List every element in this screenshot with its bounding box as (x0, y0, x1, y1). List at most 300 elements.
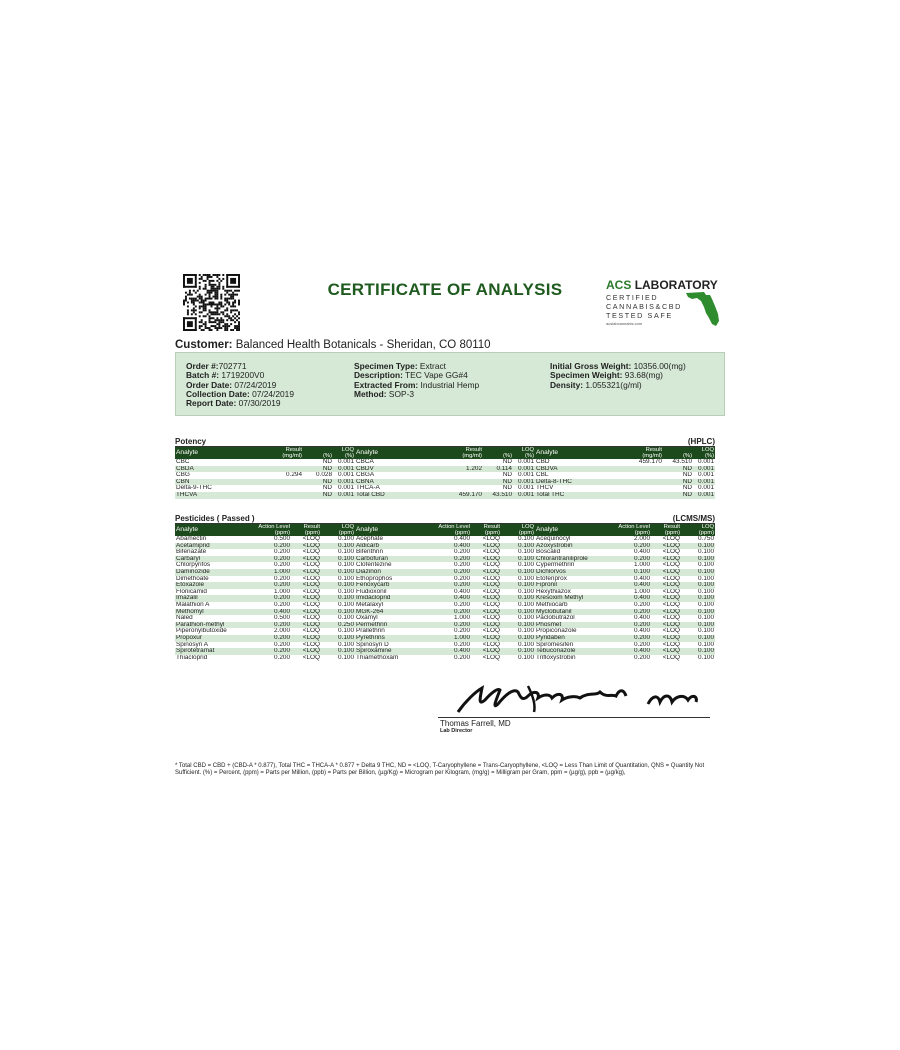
cell-percent: ND (303, 492, 333, 499)
cell-action-level: 0.200 (454, 641, 470, 648)
header-analyte: Analyte (535, 524, 609, 536)
logo-url: acslabcannabis.com (606, 321, 643, 326)
cell-result: <LOQ (651, 622, 681, 629)
specimen-info-box (175, 352, 725, 416)
cell-result: <LOQ (651, 569, 681, 576)
cell-action-level: 0.200 (274, 654, 290, 661)
info-value: 702771 (218, 361, 247, 371)
cell-analyte: Paclobutrazol (536, 615, 575, 622)
cell-loq: 0.001 (693, 492, 715, 499)
cell-action-level: 0.200 (429, 556, 471, 563)
cell-result: <LOQ (662, 575, 680, 582)
cell-action-level: 0.400 (429, 648, 471, 655)
signatory-title: Lab Director (440, 728, 473, 734)
table-row (175, 609, 715, 616)
cell-loq: 0.100 (338, 575, 354, 582)
cell-analyte: Hexythiazox (536, 588, 571, 595)
header-result-unit: (mg/ml) (462, 452, 482, 459)
cell-action-level: 0.200 (609, 635, 651, 642)
cell-action-level: 0.200 (634, 601, 650, 608)
info-column-specimen (354, 362, 479, 399)
cell-result (437, 485, 483, 492)
cell-analyte: CBDVA (535, 466, 617, 473)
table-row (175, 628, 715, 635)
cell-analyte: Imazalil (175, 595, 249, 602)
cell-loq: 0.100 (338, 615, 354, 622)
cell-result (257, 492, 303, 499)
info-label: Specimen Weight: (550, 370, 623, 381)
cell-percent: 43.510 (483, 492, 513, 499)
info-label: Order Date: (186, 379, 233, 390)
cell-loq: 0.100 (338, 628, 354, 635)
cell-loq: 0.100 (518, 601, 534, 608)
logo-brand-acs: ACS (606, 278, 632, 292)
table-row (175, 549, 715, 556)
pesticides-title: Pesticides ( Passed ) (175, 514, 255, 523)
info-value: TEC Vape GG#4 (402, 370, 468, 381)
cell-analyte: Etoxazole (175, 582, 249, 589)
cell-result: <LOQ (482, 588, 500, 595)
header-action-level-label: Action Level (618, 524, 650, 531)
pesticides-table (175, 524, 715, 661)
header-loq-label: LOQ (701, 524, 714, 531)
table-row (175, 459, 715, 466)
cell-loq: 0.100 (321, 609, 355, 616)
cell-loq: 0.100 (321, 569, 355, 576)
cell-action-level: 0.400 (609, 582, 651, 589)
acs-laboratory-logo (604, 276, 720, 328)
cell-loq: 0.001 (333, 492, 355, 499)
cell-loq: 0.100 (681, 635, 715, 642)
cell-result: <LOQ (291, 582, 321, 589)
cell-result: <LOQ (291, 648, 321, 655)
cell-analyte: Chlorantraniliprole (535, 556, 609, 563)
cell-analyte: Tebuconazole (535, 648, 609, 655)
cell-loq: 0.001 (513, 466, 535, 473)
cell-action-level: 0.200 (274, 601, 290, 608)
cell-action-level: 0.400 (429, 595, 471, 602)
cell-action-level: 0.400 (454, 588, 470, 595)
cell-percent: 0.114 (483, 466, 513, 473)
cell-action-level: 0.500 (274, 536, 290, 542)
header-result-label: Result (645, 447, 662, 454)
cell-action-level: 0.200 (609, 622, 651, 629)
cell-result: <LOQ (291, 622, 321, 629)
cell-result (617, 479, 663, 486)
table-row (175, 582, 715, 589)
table-row (175, 642, 715, 649)
cell-result: <LOQ (471, 609, 501, 616)
header-action-level-unit: (ppm) (634, 529, 650, 536)
cell-action-level: 0.400 (429, 543, 471, 550)
cell-loq: 0.100 (338, 588, 354, 595)
table-row (175, 466, 715, 473)
cell-loq: 0.100 (501, 622, 535, 629)
table-row (175, 556, 715, 563)
header-result (617, 447, 663, 459)
cell-loq: 0.100 (698, 549, 714, 556)
cell-result: <LOQ (662, 588, 680, 595)
cell-action-level: 0.200 (249, 595, 291, 602)
cell-loq: 0.100 (698, 588, 714, 595)
cell-percent: ND (502, 459, 512, 465)
cell-result: <LOQ (651, 556, 681, 563)
cell-analyte: Metalaxyl (356, 601, 383, 608)
cell-analyte: Cypermethrin (536, 562, 575, 569)
cell-loq: 0.001 (698, 459, 714, 465)
cell-percent: ND (663, 479, 693, 486)
cell-loq: 0.001 (338, 472, 354, 479)
page-title: CERTIFICATE OF ANALYSIS (327, 280, 563, 299)
cell-percent: 43.510 (672, 459, 692, 465)
cell-action-level: 0.400 (634, 575, 650, 582)
header-result (651, 524, 681, 536)
cell-action-level: 0.400 (634, 549, 650, 556)
cell-analyte: CBNA (355, 479, 437, 486)
cell-loq: 0.100 (338, 536, 354, 542)
cell-loq: 0.100 (518, 615, 534, 622)
cell-loq: 0.100 (338, 641, 354, 648)
info-label: Density: (550, 379, 584, 390)
cell-loq: 0.100 (321, 543, 355, 550)
cell-loq: 0.001 (518, 459, 534, 465)
header-percent: (%) (663, 447, 693, 459)
cell-result: <LOQ (302, 641, 320, 648)
cell-result: <LOQ (471, 569, 501, 576)
cell-result: <LOQ (471, 648, 501, 655)
cell-loq: 0.100 (698, 615, 714, 622)
cell-analyte: Total THC (535, 492, 617, 499)
cell-analyte: CBG (176, 472, 190, 479)
cell-analyte: Bifenthrin (356, 549, 383, 556)
cell-analyte: THCA-A (356, 485, 380, 492)
cell-analyte: Dimethoate (176, 575, 209, 582)
header-loq (321, 524, 355, 536)
cell-analyte: Chlorpyrifos (176, 562, 211, 569)
header-result-unit: (ppm) (484, 529, 500, 536)
logo-line-certified: CERTIFIED (606, 293, 659, 302)
cell-action-level: 0.200 (454, 601, 470, 608)
cell-action-level: 0.200 (634, 654, 650, 661)
cell-analyte: Ethoprophos (356, 575, 393, 582)
cell-result: <LOQ (662, 615, 680, 622)
table-row (175, 576, 715, 583)
cell-action-level: 0.200 (429, 609, 471, 616)
cell-result: <LOQ (291, 543, 321, 550)
cell-result: <LOQ (302, 588, 320, 595)
table-row (175, 472, 715, 479)
potency-method: (HPLC) (687, 437, 715, 446)
info-label: Collection Date: (186, 388, 250, 399)
cell-loq: 0.100 (681, 622, 715, 629)
cell-result (617, 472, 663, 479)
info-value: 1.055321(g/ml) (583, 379, 642, 390)
cell-result: <LOQ (651, 582, 681, 589)
header-loq-unit: (%) (704, 452, 714, 459)
footnote: * Total CBD = CBD + (CBD-A * 0.877), Total THC = THCA-A * 0.877 + Delta 9 THC, ND = <LOQ, T-Caryophyllene = Trans-Caryophyllene, <LOQ = Less Than Limit of Quantitation, QNS = Quantity Not Sufficient. (%) = Percent, (ppm) = Parts per Million, (ppb) = Parts per Billion, (µg/Kg) = Microgram per Kilogram, (mg/g) = Milligram per Gram, ppm = (µg/g), ppb = (µg/kg), (175, 763, 705, 776)
customer-label: Customer: (175, 339, 233, 351)
signature-image (440, 682, 710, 717)
cell-percent: 0.028 (316, 472, 332, 479)
info-value: SOP-3 (386, 388, 415, 399)
signature-line (438, 717, 710, 718)
header-result-unit: (mg/ml) (282, 452, 302, 459)
cell-action-level: 0.200 (274, 575, 290, 582)
header-result-label: Result (483, 524, 500, 531)
cell-loq: 0.100 (698, 601, 714, 608)
cell-percent: ND (682, 485, 692, 492)
cell-loq: 0.100 (321, 635, 355, 642)
cell-result: <LOQ (651, 635, 681, 642)
header-analyte: Analyte (535, 447, 617, 459)
cell-loq: 0.100 (681, 569, 715, 576)
cell-percent: ND (483, 479, 513, 486)
header-result-unit: (ppm) (304, 529, 320, 536)
cell-action-level: 1.000 (634, 588, 650, 595)
cell-analyte: Diazinon (355, 569, 429, 576)
table-row (175, 485, 715, 492)
cell-analyte: Carbofuran (355, 556, 429, 563)
cell-loq: 0.100 (518, 575, 534, 582)
cell-analyte: CBCA (356, 459, 374, 465)
cell-loq: 0.100 (698, 575, 714, 582)
cell-analyte: Trifloxystrobin (536, 654, 576, 661)
cell-action-level: 0.200 (274, 641, 290, 648)
cell-analyte: Imidacloprid (355, 595, 429, 602)
info-label: Initial Gross Weight: (550, 361, 632, 371)
header-result (471, 524, 501, 536)
cell-loq: 0.100 (518, 641, 534, 648)
cell-analyte: Pyridaben (535, 635, 609, 642)
header-loq (693, 447, 715, 459)
cell-action-level: 0.400 (454, 536, 470, 542)
header-analyte: Analyte (175, 447, 257, 459)
cell-loq: 0.100 (338, 654, 354, 661)
cell-analyte: Propiconazole (536, 628, 577, 635)
info-label: Method: (354, 388, 387, 399)
cell-result: <LOQ (302, 549, 320, 556)
cell-action-level: 0.200 (274, 549, 290, 556)
cell-action-level: 0.400 (249, 609, 291, 616)
cell-analyte: Fenoxycarb (355, 582, 429, 589)
cell-loq: 0.100 (501, 543, 535, 550)
cell-loq: 0.001 (698, 472, 714, 479)
cell-analyte: Spinosyn A (176, 641, 208, 648)
header-loq-label: LOQ (521, 447, 534, 454)
cell-loq: 0.100 (501, 595, 535, 602)
cell-analyte: CBN (175, 479, 257, 486)
table-row (175, 492, 715, 499)
info-value: Extract (417, 361, 446, 371)
cell-result: <LOQ (662, 641, 680, 648)
cell-analyte: Naled (176, 615, 193, 622)
pesticides-header-row (175, 524, 715, 536)
cell-loq: 0.100 (321, 556, 355, 563)
cell-result: <LOQ (471, 543, 501, 550)
header-percent: (%) (483, 447, 513, 459)
cell-result: <LOQ (302, 601, 320, 608)
header-loq (681, 524, 715, 536)
cell-analyte: Abamectin (176, 536, 207, 542)
info-label: Order #: (186, 361, 219, 371)
cell-analyte: Methomyl (175, 609, 249, 616)
cell-analyte: Flonicamid (176, 588, 207, 595)
info-column-weight (550, 362, 686, 390)
cell-analyte: Clofentezine (356, 562, 392, 569)
cell-analyte: Etofenprox (536, 575, 567, 582)
cell-result: <LOQ (471, 556, 501, 563)
cell-result: 0.294 (286, 472, 302, 479)
cell-analyte: Phosmet (535, 622, 609, 629)
cell-analyte: Boscalid (536, 549, 561, 556)
cell-analyte: Carbaryl (175, 556, 249, 563)
cell-result: <LOQ (291, 635, 321, 642)
cell-result: <LOQ (651, 595, 681, 602)
table-row (175, 655, 715, 662)
cell-analyte: Spiromesifen (536, 641, 574, 648)
cell-result: <LOQ (291, 569, 321, 576)
cell-analyte: Bifenazate (176, 549, 207, 556)
cell-action-level: 1.000 (429, 635, 471, 642)
cell-loq: 0.100 (338, 549, 354, 556)
cell-analyte: Delta-9-THC (176, 485, 212, 492)
potency-table (175, 447, 715, 499)
cell-action-level: 1.000 (274, 588, 290, 595)
cell-action-level: 0.200 (249, 556, 291, 563)
cell-analyte: Acephate (356, 536, 384, 542)
cell-action-level: 1.000 (249, 569, 291, 576)
cell-loq: 0.100 (501, 569, 535, 576)
cell-percent: ND (682, 472, 692, 479)
cell-analyte: Permethrin (355, 622, 429, 629)
logo-line-tested: TESTED SAFE (606, 311, 673, 320)
cell-analyte: Spirotetramat (175, 648, 249, 655)
cell-analyte: Pyrethrins (355, 635, 429, 642)
cell-loq: 0.100 (681, 582, 715, 589)
cell-result: <LOQ (651, 543, 681, 550)
cell-analyte: Parathion-methyl (175, 622, 249, 629)
info-label: Report Date: (186, 398, 237, 409)
cell-analyte: Aldicarb (355, 543, 429, 550)
customer-line (175, 339, 491, 351)
cell-loq: 0.100 (698, 654, 714, 661)
cell-loq: 0.250 (321, 622, 355, 629)
cell-action-level: 2.000 (634, 536, 650, 542)
header-action-level-label: Action Level (438, 524, 470, 531)
cell-loq: 0.100 (681, 609, 715, 616)
info-value: Industrial Hemp (418, 379, 480, 390)
cell-loq: 0.100 (338, 601, 354, 608)
table-row (175, 622, 715, 629)
header-loq-unit: (ppm) (518, 529, 534, 536)
info-column-order (186, 362, 294, 408)
cell-percent: ND (303, 479, 333, 486)
header-result (291, 524, 321, 536)
cell-loq: 0.100 (501, 582, 535, 589)
cell-result: <LOQ (651, 648, 681, 655)
cell-action-level: 0.200 (429, 582, 471, 589)
cell-analyte: Azoxystrobin (535, 543, 609, 550)
potency-header-row (175, 447, 715, 459)
cell-loq: 0.100 (501, 635, 535, 642)
header-loq-label: LOQ (521, 524, 534, 531)
info-label: Description: (354, 370, 403, 381)
customer-value: Balanced Health Botanicals - Sheridan, CO 80110 (235, 339, 491, 351)
cell-result: <LOQ (471, 582, 501, 589)
header-analyte: Analyte (175, 524, 249, 536)
cell-action-level: 1.000 (634, 562, 650, 569)
cell-loq: 0.100 (681, 595, 715, 602)
cell-result: 459.170 (638, 459, 662, 465)
cell-result (437, 479, 483, 486)
cell-result: <LOQ (482, 628, 500, 635)
table-row (175, 589, 715, 596)
cell-analyte: CBL (536, 472, 549, 479)
cell-action-level: 0.200 (454, 549, 470, 556)
cell-action-level: 0.400 (634, 628, 650, 635)
cell-loq: 0.750 (698, 536, 714, 542)
cell-action-level: 0.100 (609, 569, 651, 576)
cell-analyte: Fipronil (535, 582, 609, 589)
cell-analyte: Delta-8-THC (535, 479, 617, 486)
cell-result: <LOQ (302, 536, 320, 542)
table-row (175, 595, 715, 602)
cell-loq: 0.100 (518, 562, 534, 569)
pesticides-method: (LCMS/MS) (672, 514, 715, 523)
cell-action-level: 0.200 (634, 641, 650, 648)
cell-loq: 0.100 (698, 641, 714, 648)
cell-percent: ND (502, 485, 512, 492)
cell-action-level: 0.400 (609, 648, 651, 655)
cell-analyte: Oxamyl (356, 615, 378, 622)
header-result (437, 447, 483, 459)
table-row (175, 543, 715, 550)
header-loq-label: LOQ (701, 447, 714, 454)
florida-map-icon (684, 289, 720, 327)
cell-action-level: 0.200 (249, 582, 291, 589)
header-loq (501, 524, 535, 536)
info-label: Specimen Type: (354, 361, 418, 371)
header-loq-unit: (%) (344, 452, 354, 459)
cell-result: <LOQ (482, 615, 500, 622)
cell-action-level: 0.400 (634, 615, 650, 622)
cell-result: <LOQ (482, 549, 500, 556)
table-row (175, 648, 715, 655)
info-row (186, 399, 294, 408)
cell-analyte: Spiroxamine (355, 648, 429, 655)
cell-loq: 0.001 (333, 466, 355, 473)
header-loq-unit: (%) (524, 452, 534, 459)
cell-result: <LOQ (662, 549, 680, 556)
cell-action-level: 0.200 (249, 648, 291, 655)
table-row (175, 569, 715, 576)
cell-result: <LOQ (302, 562, 320, 569)
cell-analyte: Daminozide (175, 569, 249, 576)
cell-result: <LOQ (651, 609, 681, 616)
header-percent: (%) (303, 447, 333, 459)
cell-loq: 0.100 (321, 648, 355, 655)
cell-result: <LOQ (662, 654, 680, 661)
cell-action-level: 0.200 (454, 575, 470, 582)
cell-loq: 0.100 (338, 562, 354, 569)
cell-result: <LOQ (482, 654, 500, 661)
cell-analyte: Fludioxonil (356, 588, 387, 595)
cell-action-level: 0.200 (454, 562, 470, 569)
cell-result (257, 466, 303, 473)
cell-loq: 0.001 (698, 485, 714, 492)
table-row (175, 615, 715, 622)
header-action-level-unit: (ppm) (454, 529, 470, 536)
